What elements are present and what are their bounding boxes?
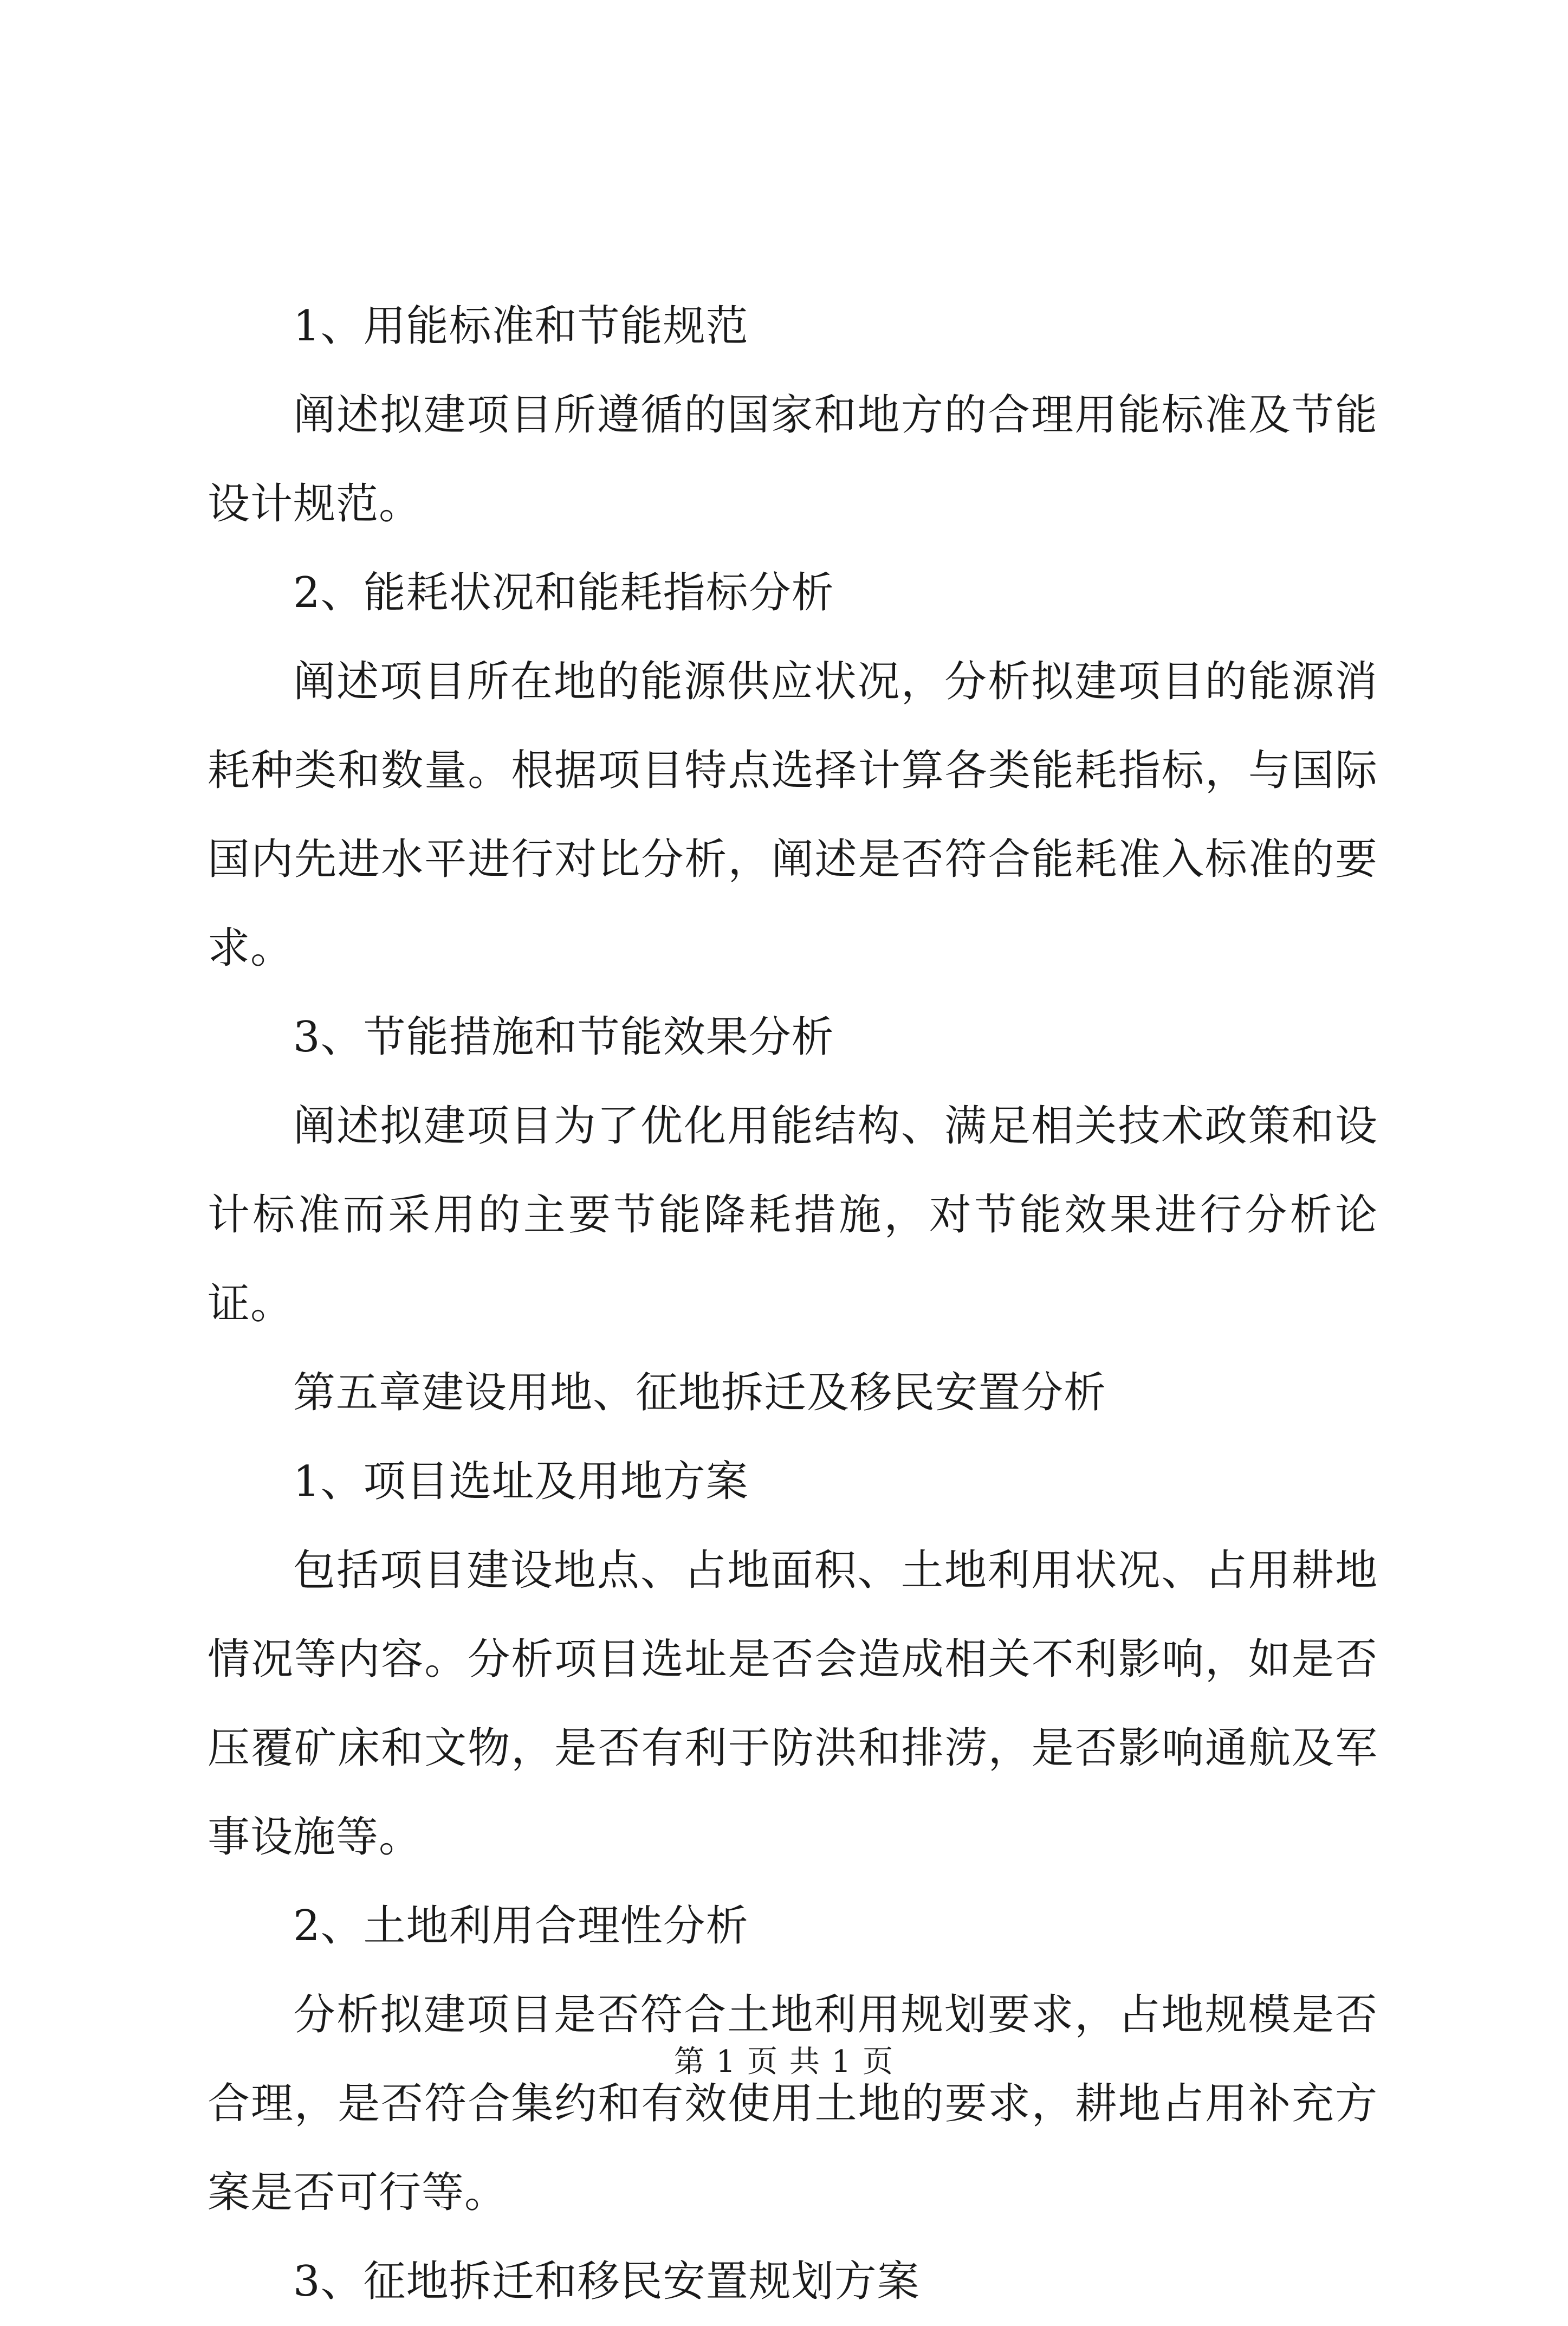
paragraph-land-use-analysis: 分析拟建项目是否符合土地利用规划要求，占地规模是否合理，是否符合集约和有效使用土地的要求，耕地占用补充方案是否可行等。 [208,1991,1378,2217]
heading-resettlement-plan: 3、征地拆迁和移民安置规划方案 [293,2257,920,2306]
heading-energy-saving-measures: 3、节能措施和节能效果分析 [293,1013,834,1062]
paragraph-energy-saving-measures: 阐述拟建项目为了优化用能结构、满足相关技术政策和设计标准而采用的主要节能降耗措施，对节能效果进行分析论证。 [208,1102,1378,1328]
paragraph-site-selection: 包括项目建设地点、占地面积、土地利用状况、占用耕地情况等内容。分析项目选址是否会造成相关不利影响，如是否压覆矿床和文物，是否有利于防洪和排涝，是否影响通航及军事设施等。 [208,1546,1378,1862]
heading-land-use-analysis: 2、土地利用合理性分析 [293,1902,749,1950]
paragraph-energy-standards: 阐述拟建项目所遵循的国家和地方的合理用能标准及节能设计规范。 [208,391,1378,528]
heading-energy-consumption: 2、能耗状况和能耗指标分析 [293,568,834,617]
page-number-footer: 第 1 页 共 1 页 [673,2044,895,2079]
document-body [208,282,1378,2326]
heading-site-selection: 1、项目选址及用地方案 [293,1457,749,1506]
heading-energy-standards: 1、用能标准和节能规范 [293,302,749,351]
chapter-five-title: 第五章建设用地、征地拆迁及移民安置分析 [293,1368,1107,1417]
paragraph-energy-consumption: 阐述项目所在地的能源供应状况，分析拟建项目的能源消耗种类和数量。根据项目特点选择计算各类能耗指标，与国际国内先进水平进行对比分析，阐述是否符合能耗准入标准的要求。 [208,657,1378,973]
